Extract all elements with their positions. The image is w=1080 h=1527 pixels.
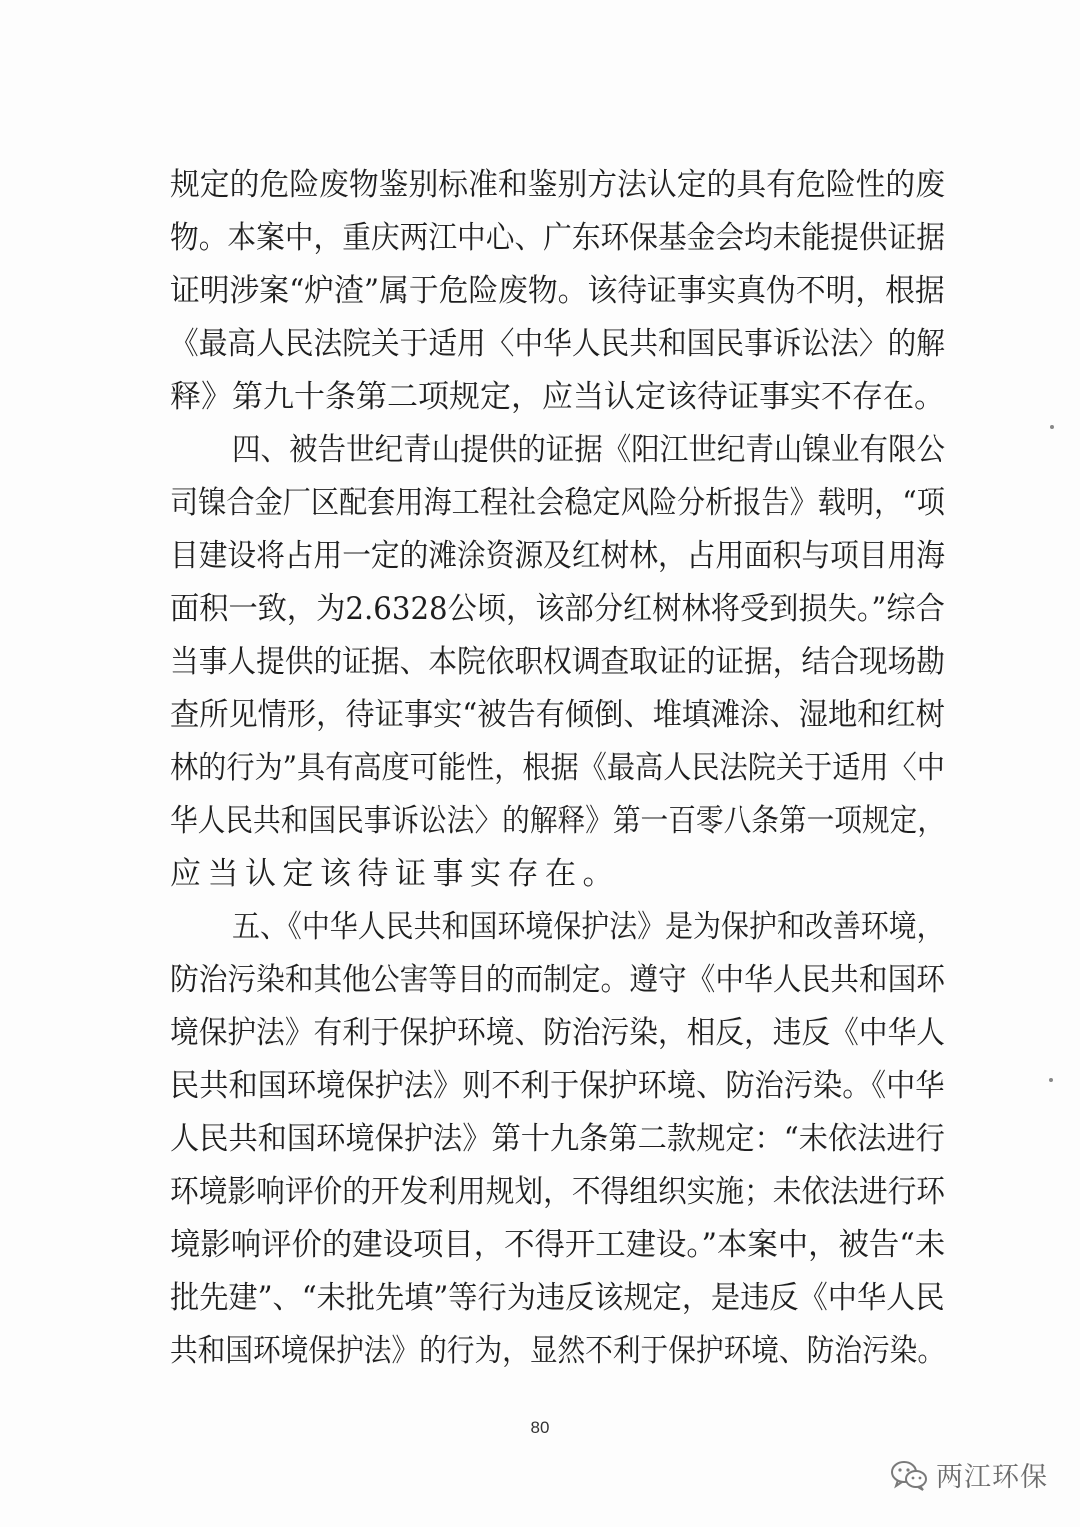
scan-speck <box>1050 425 1054 429</box>
wechat-icon <box>890 1459 928 1491</box>
scan-speck <box>1049 1078 1053 1082</box>
watermark-text: 两江环保 <box>936 1462 1048 1493</box>
page-number: 80 <box>530 1418 550 1437</box>
document-page: 规定的危险废物鉴别标准和鉴别方法认定的具有危险性的废 物。本案中，重庆两江中心、广东环保基金会均未能提供证据 证明涉案“炉渣”属于危险废物。该待证事实真伪不明，根据 《最高人民法院关于适用〈中华人民共和国民事诉讼法〉的解 释》第九十条第二项规定，应当认定该待证事实不存在。 四、被告世纪青山提供的证据《阳江世纪青山镍业有限公 司镍合金厂区配套用海工程社会稳定风险分析报告》载明，“项 目建设将占用一定的滩涂资源及红树林，占用面积与项目用海 面积一致，为2.6328公顷，该部分红树林将受到损失。”综合 当事人提供的证据、本院依职权调查取证的证据，结合现场勘 查所见情形，待证事实“被告有倾倒、堆填滩涂、湿地和红树 林的行为”具有高度可能性，根据《最高人民法院关于适用〈中 华人民共和国民事诉讼法〉的解释》第一百零八条第一项规定， 应当认定该待证事实存在。 五、《中华人民共和国环境保护法》是为保护和改善环境， 防治污染和其他公害等目的而制定。遵守《中华人民共和国环 境保护法》有利于保护环境、防治污染，相反，违反《中华人 民共和国环境保护法》则不利于保护环境、防治污染。《中华 人民共和国环境保护法》第十九条第二款规定：“未依法进行 环境影响评价的开发利用规划，不得组织实施；未依法进行环 境影响评价的建设项目，不得开工建设。”本案中，被告“未 批先建”、“未批先填”等行为违反该规定，是违反《中华人民 共和国环境保护法》的行为，显然不利于保护环境、防治污染。 80 两江环保 <box>0 0 1080 1527</box>
watermark <box>890 1455 1048 1494</box>
